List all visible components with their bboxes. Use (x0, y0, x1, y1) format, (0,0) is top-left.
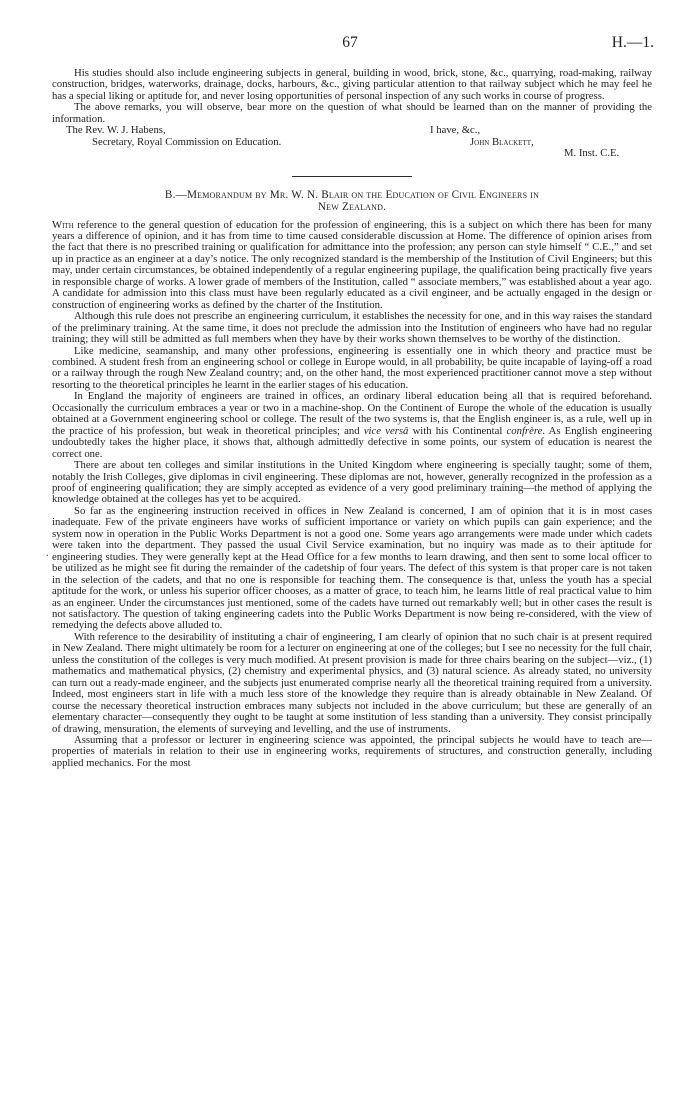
memo-paragraph-4-text-a: In England the majority of engineers are trained in offices, an ordinary liberal education being all that is required beforehand. Occasionally the curriculum embraces a year or two in a machine-shop. On the Continent of Europe the whole of the education is usually obtained at a Government engineering school or college. The result of the two systems is, that the English engineer is, as a rule, well up in the practice of his profession, but weak in theoretical principles; and (52, 390, 652, 437)
signature-row-2 (52, 137, 652, 148)
document-reference: H.—1. (611, 34, 654, 51)
signature-row-1 (52, 125, 652, 136)
signature-row-3 (52, 148, 652, 159)
section-divider (292, 176, 412, 177)
margin-mark: . (46, 548, 49, 559)
memo-lead-word: With (52, 218, 74, 231)
memo-paragraph-4 (52, 391, 652, 460)
memo-paragraph-3: Like medicine, seamanship, and many other professions, engineering is essentially one in which theory and practice must be combined. A student fresh from an engineering school or college in Europe would, in all probability, be quite incapable of laying-off a road or a railway through the rough New Zealand country; and, on the other hand, the most experienced practitioner cannot move a step without resorting to the theoretical principles he learnt in the earlier stages of his education. (52, 344, 652, 391)
paragraph-remarks: The above remarks, you will observe, bear more on the question of what should be learned than on the manner of providing the information. (52, 101, 652, 125)
paragraph-studies: His studies should also include engineering subjects in general, building in wood, brick, stone, &c., quarrying, road-making, railway construction, bridges, waterworks, drainage, docks, harbours, &c., giving particular attention to that railway subject which he may feel he has a special liking or aptitude for, and never losing opportunities of personal inspection of any such works in course of progress. (52, 67, 652, 102)
italic-vice-versa: vice versâ (363, 424, 409, 437)
page-body (52, 68, 652, 769)
memo-paragraph-5: There are about ten colleges and similar institutions in the United Kingdom where engineering is specially taught; some of them, notably the Irish Colleges, give diplomas in civil engineering. These diplomas are not, however, generally recognized in the profession as a proof of engineering qualification; they are simply accepted as evidence of a very good preliminary training—the method of applying the knowledge obtained at the colleges has yet to be acquired. (52, 459, 652, 506)
memo-paragraph-2: Although this rule does not prescribe an engineering curriculum, it establishes the necessity for one, and in this way raises the standard of the preliminary training. At the same time, it does not preclude the admission into the Institution of engineers who have had no regular training; they will still be admitted as full members when they have by their works shown themselves to be worthy of the distinction. (52, 310, 652, 346)
memorandum-title-line-2: New Zealand. (317, 201, 387, 214)
memo-paragraph-4-text-c: . As English engineering undoubtedly takes the higher place, it shows that, although admittedly defective in some points, our system of education is nearest the correct one. (52, 424, 652, 460)
letter-closing: I have, &c., (430, 124, 481, 137)
memorandum-title (52, 189, 652, 214)
memo-paragraph-1 (52, 220, 652, 312)
page-number: 67 (342, 34, 358, 51)
memo-paragraph-1-text: reference to the general question of education for the profession of engineering, this is a subject on which there has been for many years a difference of opinion, and it has from time to time caused considerable discussion at Home. The difference of opinion arises from the fact that there is no prescribed training or qualification for admittance into the profession; any person can style himself “ C.E.,” and set up in practice as an engineer at a day’s notice. The only recognized standard is the membership of the Institution of Civil Engineers; but this may, under certain circumstances, be obtained independently of a regular engineering pupilage, the qualification being practically five years in responsible charge of works. A lower grade of members of the Institution, called “ associate members,” was established about a year ago. A candidate for admission into this class must have been regularly educated as a civil engineer, and be actually engaged in the design or construction of engineering works as defined by the charter of the Institution. (52, 218, 652, 311)
letter-signatory-title: M. Inst. C.E. (564, 147, 620, 160)
letter-recipient-title: Secretary, Royal Commission on Education. (92, 135, 282, 148)
letter-recipient: The Rev. W. J. Habens, (66, 124, 166, 137)
memo-paragraph-8: Assuming that a professor or lecturer in engineering science was appointed, the principal subjects he would have to teach are—properties of materials in relation to their use in engineering works, requirements of structures, and construction generally, including applied mechanics. For the most (52, 733, 652, 769)
letter-signatory-name: John Blackett, (470, 135, 534, 148)
memo-paragraph-7: With reference to the desirability of instituting a chair of engineering, I am clearly of opinion that no such chair is at present required in New Zealand. There might ultimately be room for a lecturer on engineering at one of the colleges; but I see no necessity for the full chair, unless the constitution of the colleges is very much modified. At present provision is made for three chairs bearing on the subject—viz., (1) mathematics and mathematical physics, (2) chemistry and experimental physics, and (3) natural science. As already stated, no university can turn out a ready-made engineer, and the subjects just enumerated comprise nearly all the theoretical training required from a university. Indeed, most engineers start in life with a much less store of the knowledge they require than is already obtainable in New Zealand. Of course the necessary theoretical instruction embraces many subjects not included in the above curriculum; but these are generally of an elementary character—consequently they ought to be taught at some institution of less standing than a university. They consist principally of drawing, mensuration, the elements of surveying and levelling, and the use of instruments. (52, 630, 652, 735)
memorandum-title-line-1: B.—Memorandum by Mr. W. N. Blair on the Education of Civil Engineers in (164, 188, 540, 201)
memo-paragraph-6: So far as the engineering instruction received in offices in New Zealand is concerned, I am of opinion that it is in most cases inadequate. Few of the private engineers have works of sufficient importance or variety on which pupils can gain experience; and the system now in operation in the Public Works Department is not a good one. Some years ago arrangements were made under which cadets were taken into the department. They passed the usual Civil Service examination, but no inquiry was made as to their aptitude for engineering studies. They were generally kept at the Head Office for a few months to learn drawing, and then sent to some local officer to be utilized as he might see fit during the remainder of the cadetship of four years. The defect of this system is that proper care is not taken in the selection of the cadets, and that no one is responsible for teaching them. The consequence is that, unless the youth has a special aptitude for the work, or unless his superior officer chooses, as a matter of grace, to teach him, he learns little of real practical value to him as an engineer. Under the circumstances just mentioned, some of the cadets have turned out remarkably well; but in other cases the result is not satisfactory. The question of taking engineering cadets into the Public Works Department is now being re-considered, with the view of remedying the defects above alluded to. (52, 504, 652, 632)
memo-paragraph-4-text-b: with his Continental (408, 424, 507, 437)
italic-confrere: confrère (506, 424, 543, 437)
